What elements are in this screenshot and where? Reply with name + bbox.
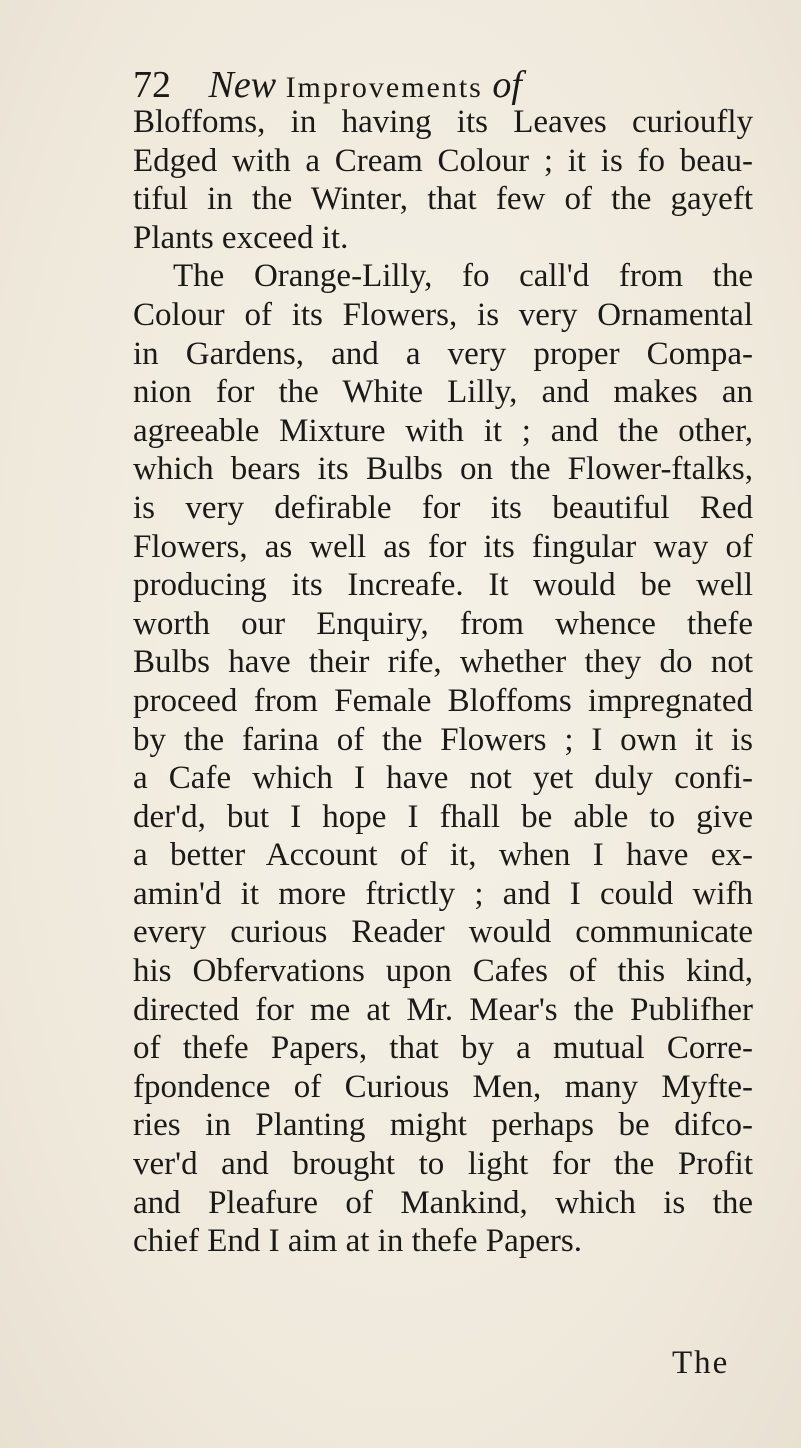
text-line: tiful in the Winter, that few of the gayeft [133, 181, 753, 218]
text-line: ries in Planting might perhaps be difco- [133, 1107, 753, 1144]
text-line: a better Account of it, when I have ex- [133, 837, 753, 874]
running-head-title-of: of [492, 64, 522, 106]
text-line: worth our Enquiry, from whence thefe [133, 605, 753, 642]
text-line: The Orange-Lilly, fo call'd from the [173, 258, 753, 295]
text-line: ver'd and brought to light for the Profit [133, 1146, 753, 1183]
text-line: a Cafe which I have not yet duly confi- [133, 760, 753, 797]
text-line: der'd, but I hope I fhall be able to give [133, 798, 753, 835]
running-head-title-new: New [208, 64, 277, 106]
text-line: every curious Reader would communicate [133, 914, 753, 951]
text-line: nion for the White Lilly, and makes an [133, 374, 753, 411]
text-line: and Pleafure of Mankind, which is the [133, 1184, 753, 1221]
running-head-title-improvements: Improvements [285, 71, 483, 104]
text-line: his Obfervations upon Cafes of this kind, [133, 953, 753, 990]
text-line: chief End I aim at in thefe Papers. [133, 1223, 582, 1260]
text-line: directed for me at Mr. Mear's the Publifher [133, 991, 753, 1028]
catchword: The [672, 1345, 730, 1381]
text-line: Plants exceed it. [133, 219, 349, 256]
text-line: is very defirable for its beautiful Red [133, 489, 753, 526]
text-line: agreeable Mixture with it ; and the other, [133, 412, 753, 449]
text-line: amin'd it more ftrictly ; and I could wifh [133, 875, 753, 912]
text-line: fpondence of Curious Men, many Myfte- [133, 1068, 753, 1105]
text-line: Colour of its Flowers, is very Ornamental [133, 296, 753, 333]
body-text [133, 103, 753, 1261]
text-line: producing its Increafe. It would be well [133, 567, 753, 604]
text-line: Edged with a Cream Colour ; it is fo beau- [133, 142, 753, 179]
page-number: 72 [133, 64, 171, 106]
text-line: which bears its Bulbs on the Flower-ftalks, [133, 451, 753, 488]
text-line: proceed from Female Bloffoms impregnated [133, 682, 753, 719]
text-line: Bulbs have their rife, whether they do not [133, 644, 753, 681]
text-line: Flowers, as well as for its fingular way of [133, 528, 753, 565]
text-line: of thefe Papers, that by a mutual Corre- [133, 1030, 753, 1067]
text-line: in Gardens, and a very proper Compa- [133, 335, 753, 372]
text-line: Bloffoms, in having its Leaves curioufly [133, 104, 753, 140]
text-line: by the farina of the Flowers ; I own it is [133, 721, 753, 758]
